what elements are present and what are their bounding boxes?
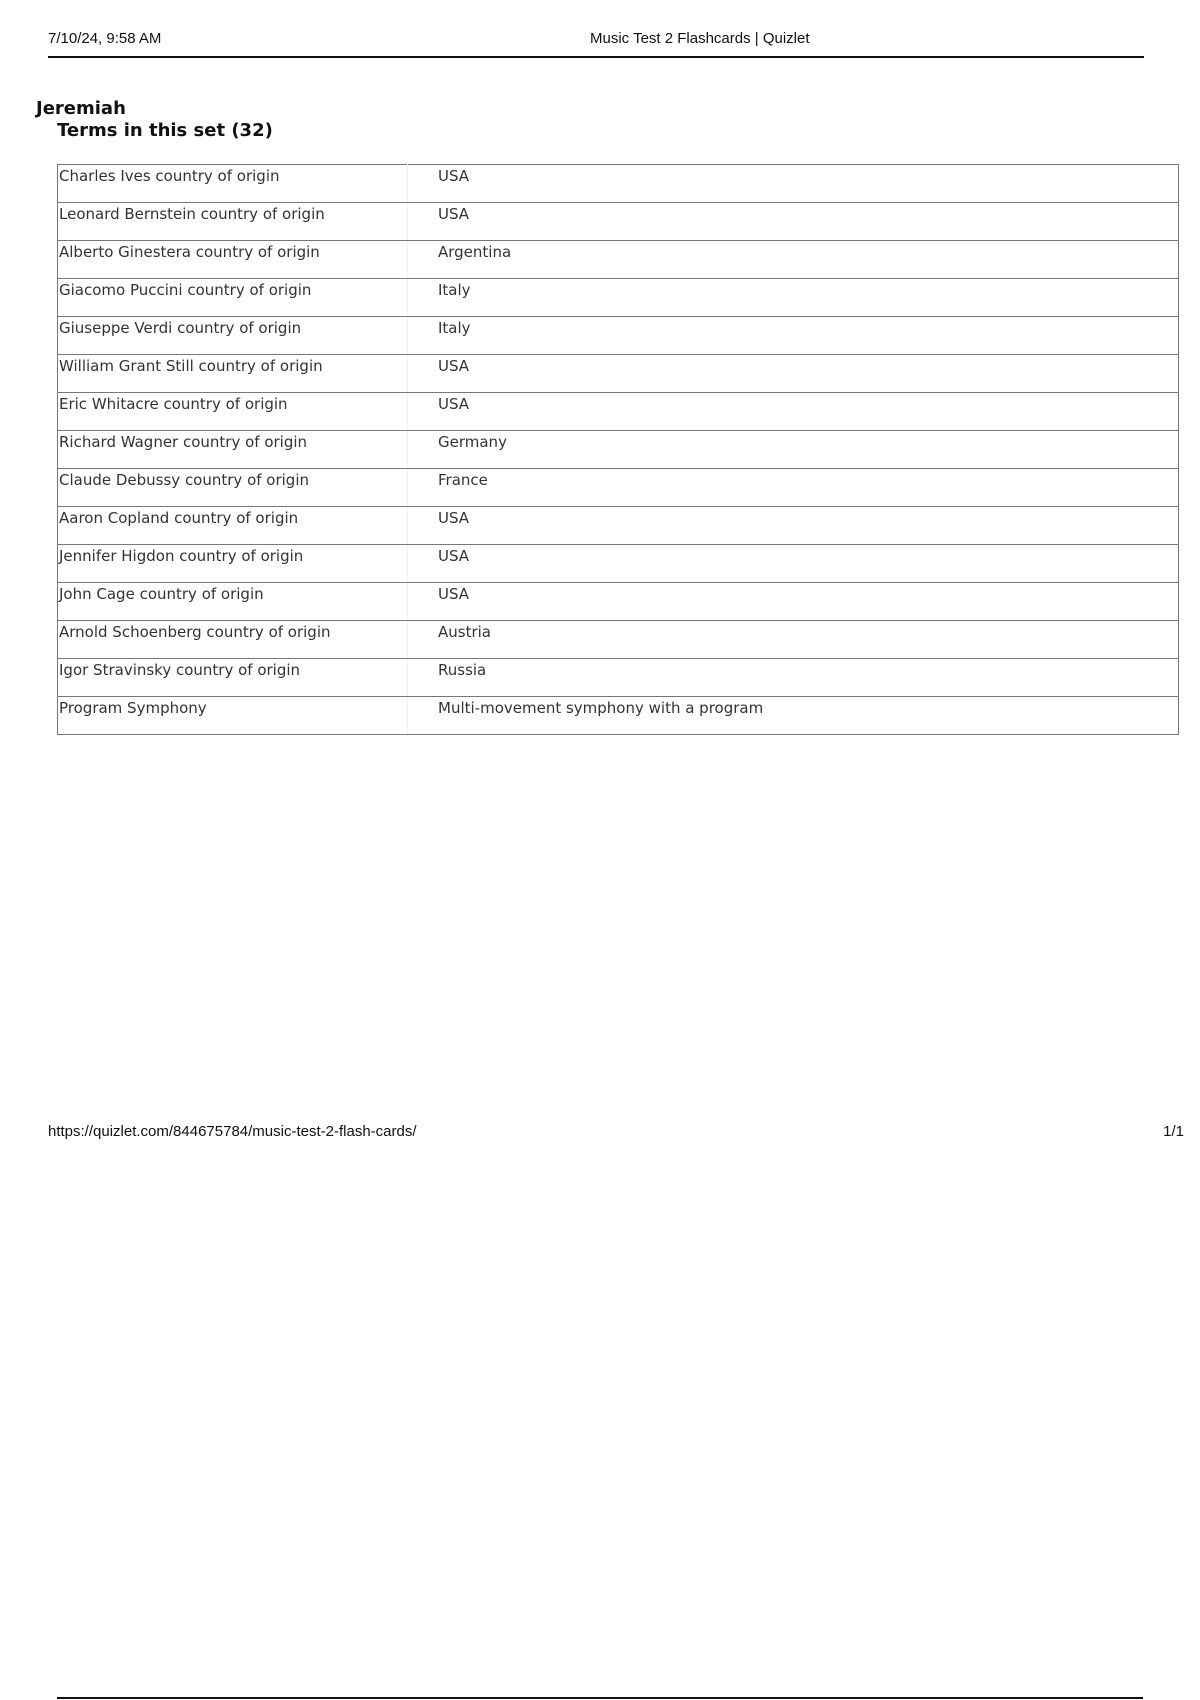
term-row xyxy=(58,279,1179,317)
term-cell: Giuseppe Verdi country of origin xyxy=(58,317,408,355)
term-row xyxy=(58,583,1179,621)
definition-cell: Italy xyxy=(408,279,1179,317)
print-date: 7/10/24, 9:58 AM xyxy=(48,30,162,47)
definition-cell: Argentina xyxy=(408,241,1179,279)
term-cell: Claude Debussy country of origin xyxy=(58,469,408,507)
term-cell: Jennifer Higdon country of origin xyxy=(58,545,408,583)
term-row xyxy=(58,165,1179,203)
term-cell: Leonard Bernstein country of origin xyxy=(58,203,408,241)
bottom-divider xyxy=(57,1697,1143,1699)
definition-cell: Russia xyxy=(408,659,1179,697)
definition-cell: Germany xyxy=(408,431,1179,469)
term-cell: Igor Stravinsky country of origin xyxy=(58,659,408,697)
term-cell: Program Symphony xyxy=(58,697,408,735)
term-row xyxy=(58,621,1179,659)
term-row xyxy=(58,393,1179,431)
term-cell: Eric Whitacre country of origin xyxy=(58,393,408,431)
term-row xyxy=(58,241,1179,279)
definition-cell: USA xyxy=(408,393,1179,431)
definition-cell: USA xyxy=(408,583,1179,621)
definition-cell: Austria xyxy=(408,621,1179,659)
page-url-link[interactable]: https://quizlet.com/844675784/music-test-2-flash-cards/ xyxy=(48,1123,417,1140)
definition-cell: Multi-movement symphony with a program xyxy=(408,697,1179,735)
definition-cell: USA xyxy=(408,355,1179,393)
definition-cell: USA xyxy=(408,545,1179,583)
definition-cell: USA xyxy=(408,507,1179,545)
term-cell: Arnold Schoenberg country of origin xyxy=(58,621,408,659)
term-cell: Giacomo Puccini country of origin xyxy=(58,279,408,317)
term-row xyxy=(58,317,1179,355)
term-row xyxy=(58,507,1179,545)
term-cell: John Cage country of origin xyxy=(58,583,408,621)
term-row xyxy=(58,203,1179,241)
definition-cell: USA xyxy=(408,203,1179,241)
term-row xyxy=(58,355,1179,393)
terms-heading: Terms in this set (32) xyxy=(57,120,273,141)
print-header xyxy=(48,30,1144,58)
print-page-title: Music Test 2 Flashcards | Quizlet xyxy=(590,30,810,47)
term-cell: Alberto Ginestera country of origin xyxy=(58,241,408,279)
set-owner-name: Jeremiah xyxy=(36,98,126,119)
term-row xyxy=(58,697,1179,735)
definition-cell: France xyxy=(408,469,1179,507)
term-cell: Richard Wagner country of origin xyxy=(58,431,408,469)
definition-cell: USA xyxy=(408,165,1179,203)
term-row xyxy=(58,545,1179,583)
term-row xyxy=(58,469,1179,507)
term-cell: Aaron Copland country of origin xyxy=(58,507,408,545)
definition-cell: Italy xyxy=(408,317,1179,355)
page-number: 1/1 xyxy=(1163,1123,1184,1140)
term-row xyxy=(58,431,1179,469)
terms-table xyxy=(57,164,1179,735)
term-cell: William Grant Still country of origin xyxy=(58,355,408,393)
term-cell: Charles Ives country of origin xyxy=(58,165,408,203)
term-row xyxy=(58,659,1179,697)
